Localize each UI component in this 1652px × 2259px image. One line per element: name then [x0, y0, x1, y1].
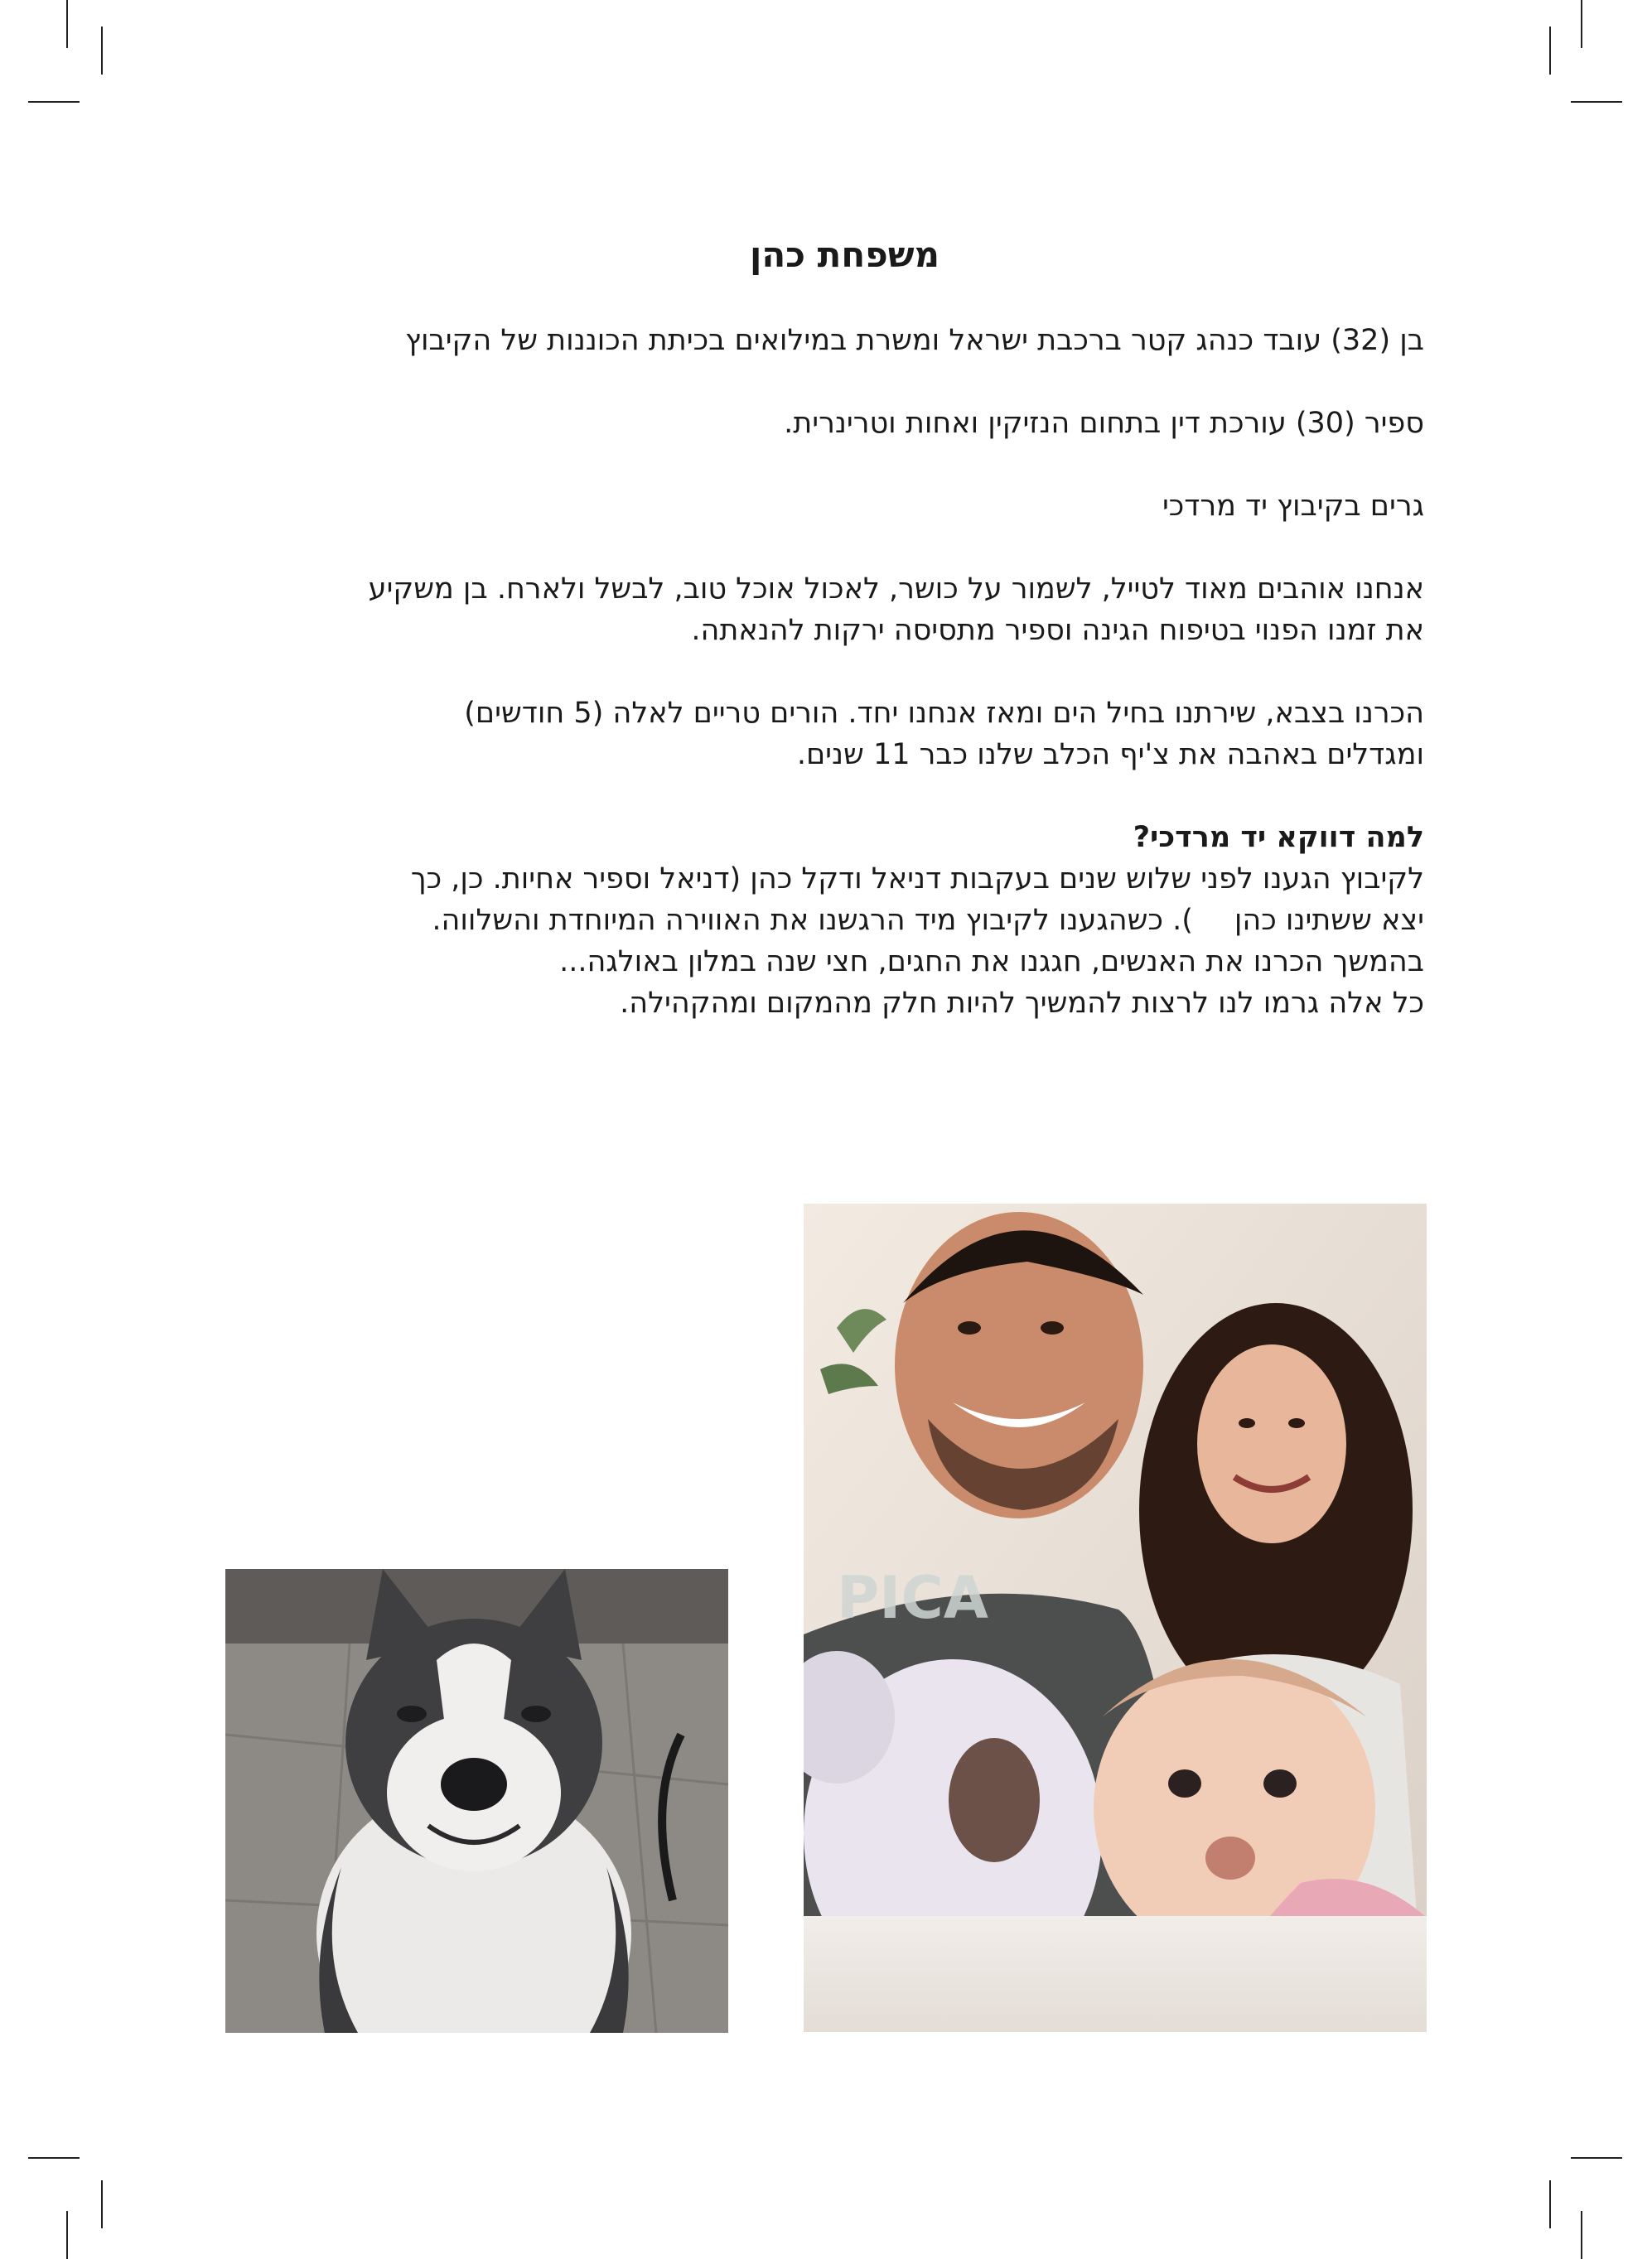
why-line: לקיבוץ הגענו לפני שלוש שנים בעקבות דניאל ודקל כהן (דניאל וספיר אחיות. כן, כך: [410, 862, 1424, 895]
hobbies-paragraph: [232, 568, 1424, 651]
crop-mark: [1549, 27, 1551, 75]
why-heading: למה דווקא יד מרדכי?: [1133, 821, 1424, 854]
ben-paragraph: בן (32) עובד כנהג קטר ברכבת ישראל ומשרת במילואים בכיתת הכוננות של הקיבוץ: [405, 324, 1424, 357]
crop-mark: [28, 2157, 80, 2159]
why-paragraph: [232, 858, 1424, 1024]
crop-mark: [28, 101, 80, 103]
why-line: יצא ששתינו כהן: [1234, 904, 1424, 937]
sapir-paragraph: ספיר (30) עורכת דין בתחום הנזיקין ואחות וטרינרית.: [784, 407, 1424, 440]
crop-mark: [1581, 2211, 1582, 2259]
family-photo: [804, 1204, 1427, 2032]
army-paragraph: [232, 693, 1424, 775]
family-profile: [232, 232, 1424, 1024]
why-line: בהמשך הכרנו את האנשים, חגגנו את החגים, חצי שנה במלון באולגה...: [559, 945, 1424, 978]
svg-text:PICA: PICA: [837, 1564, 988, 1632]
crop-mark: [101, 2180, 103, 2228]
crop-mark: [101, 27, 103, 75]
crop-mark: [1549, 2180, 1551, 2228]
crop-mark: [1571, 2157, 1622, 2159]
hobbies-line: את זמנו הפנוי בטיפוח הגינה וספיר מתסיסה ירקות להנאתה.: [691, 614, 1424, 647]
crop-mark: [1581, 0, 1582, 48]
residence-paragraph: גרים בקיבוץ יד מרדכי: [1162, 490, 1424, 523]
dog-photo: [225, 1569, 728, 2033]
crop-mark: [1571, 101, 1622, 103]
army-line: הכרנו בצבא, שירתנו בחיל הים ומאז אנחנו יחד. הורים טריים לאלה (5 חודשים): [464, 697, 1424, 730]
why-line: כל אלה גרמו לנו לרצות להמשיך להיות חלק מהמקום ומהקהילה.: [620, 987, 1424, 1020]
why-line: ). כשהגענו לקיבוץ מיד הרגשנו את האווירה המיוחדת והשלווה.: [432, 904, 1193, 937]
army-line: ומגדלים באהבה את צ'יף הכלב שלנו כבר 11 שנים.: [796, 738, 1424, 771]
page-title: משפחת כהן: [749, 234, 940, 275]
hobbies-line: אנחנו אוהבים מאוד לטייל, לשמור על כושר, לאכול אוכל טוב, לבשל ולארח. בן משקיע: [368, 572, 1424, 606]
crop-mark: [66, 2211, 68, 2259]
crop-mark: [66, 0, 68, 48]
